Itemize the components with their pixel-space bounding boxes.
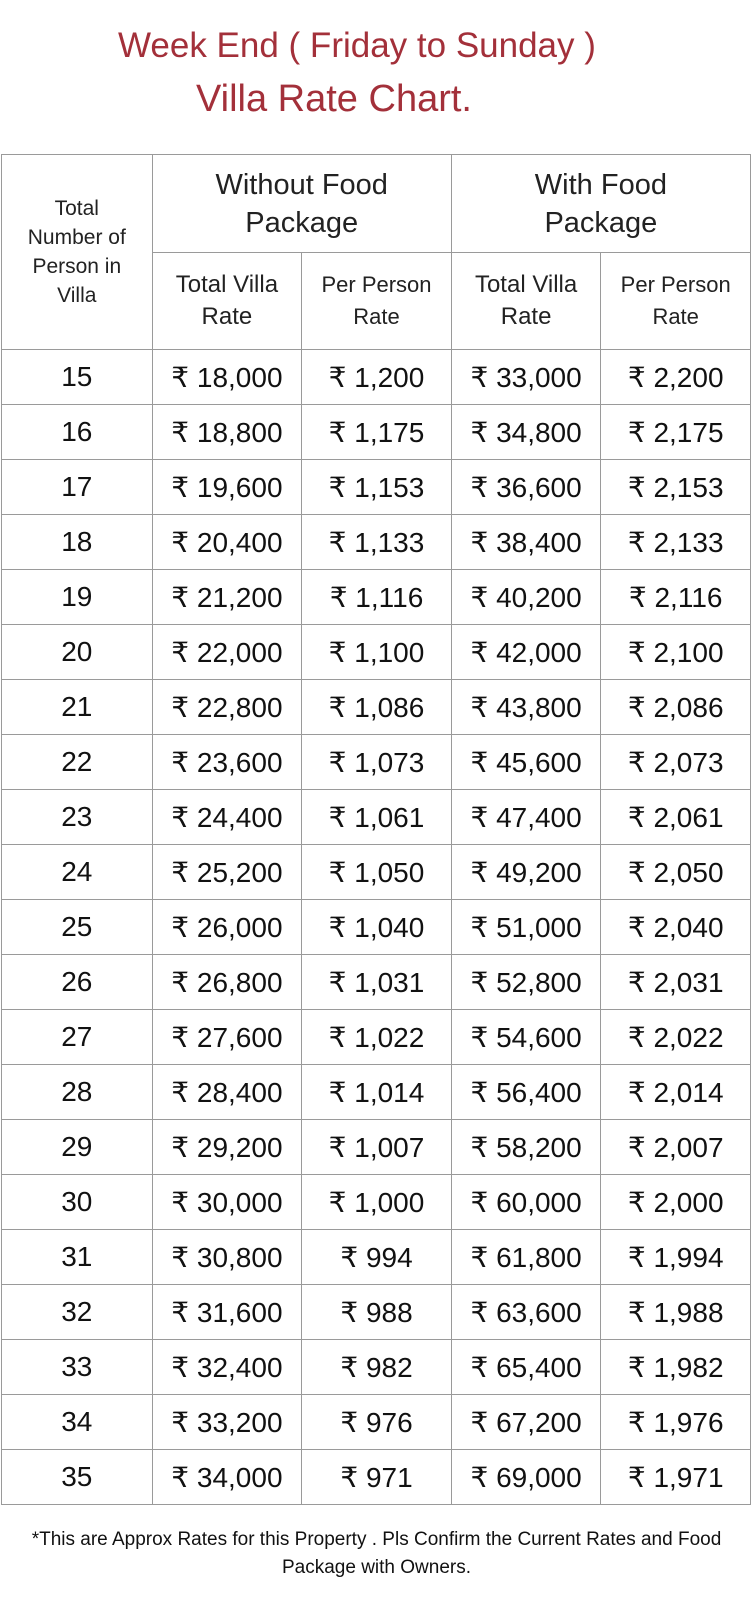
with-per-person-cell: ₹ 2,022	[601, 1010, 751, 1065]
with-total-rate-cell: ₹ 52,800	[451, 955, 601, 1010]
persons-cell: 29	[2, 1120, 153, 1175]
without-total-rate-cell: ₹ 25,200	[152, 845, 302, 900]
without-per-person-cell: ₹ 1,031	[302, 955, 452, 1010]
table-row	[2, 735, 751, 790]
table-row	[2, 790, 751, 845]
table-row	[2, 570, 751, 625]
without-per-person-cell: ₹ 1,073	[302, 735, 452, 790]
table-row	[2, 1010, 751, 1065]
without-total-rate-cell: ₹ 20,400	[152, 515, 302, 570]
without-total-rate-cell: ₹ 34,000	[152, 1450, 302, 1505]
with-per-person-cell: ₹ 2,014	[601, 1065, 751, 1120]
persons-cell: 22	[2, 735, 153, 790]
with-per-person-cell: ₹ 2,116	[601, 570, 751, 625]
persons-cell: 21	[2, 680, 153, 735]
persons-cell: 23	[2, 790, 153, 845]
with-per-person-cell: ₹ 1,994	[601, 1230, 751, 1285]
persons-cell: 30	[2, 1175, 153, 1230]
without-total-rate-cell: ₹ 22,800	[152, 680, 302, 735]
title-block	[0, 0, 753, 154]
persons-header: Total Number of Person in Villa	[2, 155, 153, 350]
without-per-person-cell: ₹ 1,061	[302, 790, 452, 845]
with-total-rate-cell: ₹ 38,400	[451, 515, 601, 570]
without-per-person-cell: ₹ 1,007	[302, 1120, 452, 1175]
table-row	[2, 1340, 751, 1395]
table-row	[2, 1065, 751, 1120]
with-total-rate-cell: ₹ 47,400	[451, 790, 601, 845]
with-per-person-cell: ₹ 1,976	[601, 1395, 751, 1450]
with-total-rate-cell: ₹ 49,200	[451, 845, 601, 900]
persons-cell: 32	[2, 1285, 153, 1340]
table-row	[2, 1230, 751, 1285]
without-total-rate-cell: ₹ 32,400	[152, 1340, 302, 1395]
with-total-rate-cell: ₹ 54,600	[451, 1010, 601, 1065]
without-per-person-cell: ₹ 1,040	[302, 900, 452, 955]
without-total-rate-cell: ₹ 21,200	[152, 570, 302, 625]
without-total-rate-cell: ₹ 27,600	[152, 1010, 302, 1065]
with-total-rate-cell: ₹ 63,600	[451, 1285, 601, 1340]
without-total-rate-cell: ₹ 26,000	[152, 900, 302, 955]
table-row	[2, 955, 751, 1010]
with-total-rate-cell: ₹ 43,800	[451, 680, 601, 735]
with-total-rate-cell: ₹ 58,200	[451, 1120, 601, 1175]
with-total-rate-cell: ₹ 51,000	[451, 900, 601, 955]
with-total-rate-cell: ₹ 33,000	[451, 350, 601, 405]
with-total-rate-cell: ₹ 45,600	[451, 735, 601, 790]
persons-cell: 20	[2, 625, 153, 680]
persons-cell: 18	[2, 515, 153, 570]
rate-table-body	[2, 350, 751, 1505]
persons-cell: 34	[2, 1395, 153, 1450]
without-total-rate-cell: ₹ 31,600	[152, 1285, 302, 1340]
with-per-person-cell: ₹ 1,982	[601, 1340, 751, 1395]
without-per-person-cell: ₹ 1,014	[302, 1065, 452, 1120]
with-total-rate-cell: ₹ 36,600	[451, 460, 601, 515]
without-total-rate-cell: ₹ 22,000	[152, 625, 302, 680]
with-total-rate-cell: ₹ 69,000	[451, 1450, 601, 1505]
with-total-rate-cell: ₹ 67,200	[451, 1395, 601, 1450]
with-per-person-cell: ₹ 2,200	[601, 350, 751, 405]
without-total-rate-cell: ₹ 29,200	[152, 1120, 302, 1175]
without-per-person-cell: ₹ 1,022	[302, 1010, 452, 1065]
persons-cell: 33	[2, 1340, 153, 1395]
without-total-rate-cell: ₹ 30,000	[152, 1175, 302, 1230]
without-per-person-cell: ₹ 1,200	[302, 350, 452, 405]
with-per-person-cell: ₹ 2,133	[601, 515, 751, 570]
without-per-person-cell: ₹ 1,133	[302, 515, 452, 570]
persons-cell: 27	[2, 1010, 153, 1065]
persons-cell: 19	[2, 570, 153, 625]
with-per-person-cell: ₹ 2,040	[601, 900, 751, 955]
with-per-person-cell: ₹ 2,061	[601, 790, 751, 845]
with-food-header: With Food Package	[451, 155, 750, 253]
without-per-person-cell: ₹ 976	[302, 1395, 452, 1450]
without-per-person-cell: ₹ 971	[302, 1450, 452, 1505]
without-total-rate-cell: ₹ 33,200	[152, 1395, 302, 1450]
table-row	[2, 900, 751, 955]
table-row	[2, 460, 751, 515]
table-row	[2, 1285, 751, 1340]
with-per-person-cell: ₹ 2,175	[601, 405, 751, 460]
rate-table	[1, 154, 751, 1505]
table-row	[2, 845, 751, 900]
without-total-rate-cell: ₹ 18,800	[152, 405, 302, 460]
persons-cell: 35	[2, 1450, 153, 1505]
without-per-person-cell: ₹ 1,050	[302, 845, 452, 900]
without-per-person-cell: ₹ 1,086	[302, 680, 452, 735]
persons-cell: 16	[2, 405, 153, 460]
table-row	[2, 405, 751, 460]
without-total-rate-cell: ₹ 23,600	[152, 735, 302, 790]
table-row	[2, 1450, 751, 1505]
with-per-person-cell: ₹ 1,988	[601, 1285, 751, 1340]
with-total-rate-cell: ₹ 40,200	[451, 570, 601, 625]
persons-cell: 24	[2, 845, 153, 900]
without-per-person-cell: ₹ 988	[302, 1285, 452, 1340]
without-per-person-cell: ₹ 1,116	[302, 570, 452, 625]
persons-cell: 25	[2, 900, 153, 955]
with-total-villa-rate-header: Total Villa Rate	[451, 253, 601, 350]
table-row	[2, 1395, 751, 1450]
with-per-person-cell: ₹ 2,086	[601, 680, 751, 735]
without-total-rate-cell: ₹ 24,400	[152, 790, 302, 845]
persons-cell: 31	[2, 1230, 153, 1285]
table-row	[2, 350, 751, 405]
without-total-rate-cell: ₹ 18,000	[152, 350, 302, 405]
table-row	[2, 625, 751, 680]
without-total-rate-cell: ₹ 30,800	[152, 1230, 302, 1285]
persons-cell: 17	[2, 460, 153, 515]
without-total-rate-cell: ₹ 26,800	[152, 955, 302, 1010]
with-per-person-cell: ₹ 2,073	[601, 735, 751, 790]
without-per-person-cell: ₹ 982	[302, 1340, 452, 1395]
with-per-person-cell: ₹ 2,050	[601, 845, 751, 900]
without-per-person-cell: ₹ 1,175	[302, 405, 452, 460]
with-total-rate-cell: ₹ 60,000	[451, 1175, 601, 1230]
without-per-person-cell: ₹ 1,100	[302, 625, 452, 680]
persons-cell: 26	[2, 955, 153, 1010]
with-per-person-cell: ₹ 1,971	[601, 1450, 751, 1505]
with-per-person-cell: ₹ 2,153	[601, 460, 751, 515]
without-per-person-cell: ₹ 1,153	[302, 460, 452, 515]
persons-cell: 28	[2, 1065, 153, 1120]
without-per-person-cell: ₹ 994	[302, 1230, 452, 1285]
without-total-rate-cell: ₹ 28,400	[152, 1065, 302, 1120]
table-row	[2, 515, 751, 570]
with-total-rate-cell: ₹ 61,800	[451, 1230, 601, 1285]
title-line-1: Week End ( Friday to Sunday )	[118, 26, 596, 65]
table-row	[2, 680, 751, 735]
footer-note: *This are Approx Rates for this Property . Pls Confirm the Current Rates and Food Package with Owners.	[31, 1529, 722, 1578]
table-row	[2, 1175, 751, 1230]
title-line-2: Villa Rate Chart.	[196, 78, 472, 120]
with-per-person-cell: ₹ 2,031	[601, 955, 751, 1010]
without-per-person-cell: ₹ 1,000	[302, 1175, 452, 1230]
without-per-person-rate-header: Per Person Rate	[302, 253, 452, 350]
table-row	[2, 1120, 751, 1175]
with-per-person-rate-header: Per Person Rate	[601, 253, 751, 350]
with-total-rate-cell: ₹ 56,400	[451, 1065, 601, 1120]
with-total-rate-cell: ₹ 34,800	[451, 405, 601, 460]
with-total-rate-cell: ₹ 42,000	[451, 625, 601, 680]
without-food-header: Without Food Package	[152, 155, 451, 253]
persons-cell: 15	[2, 350, 153, 405]
with-per-person-cell: ₹ 2,100	[601, 625, 751, 680]
with-total-rate-cell: ₹ 65,400	[451, 1340, 601, 1395]
without-total-villa-rate-header: Total Villa Rate	[152, 253, 302, 350]
with-per-person-cell: ₹ 2,007	[601, 1120, 751, 1175]
without-total-rate-cell: ₹ 19,600	[152, 460, 302, 515]
with-per-person-cell: ₹ 2,000	[601, 1175, 751, 1230]
